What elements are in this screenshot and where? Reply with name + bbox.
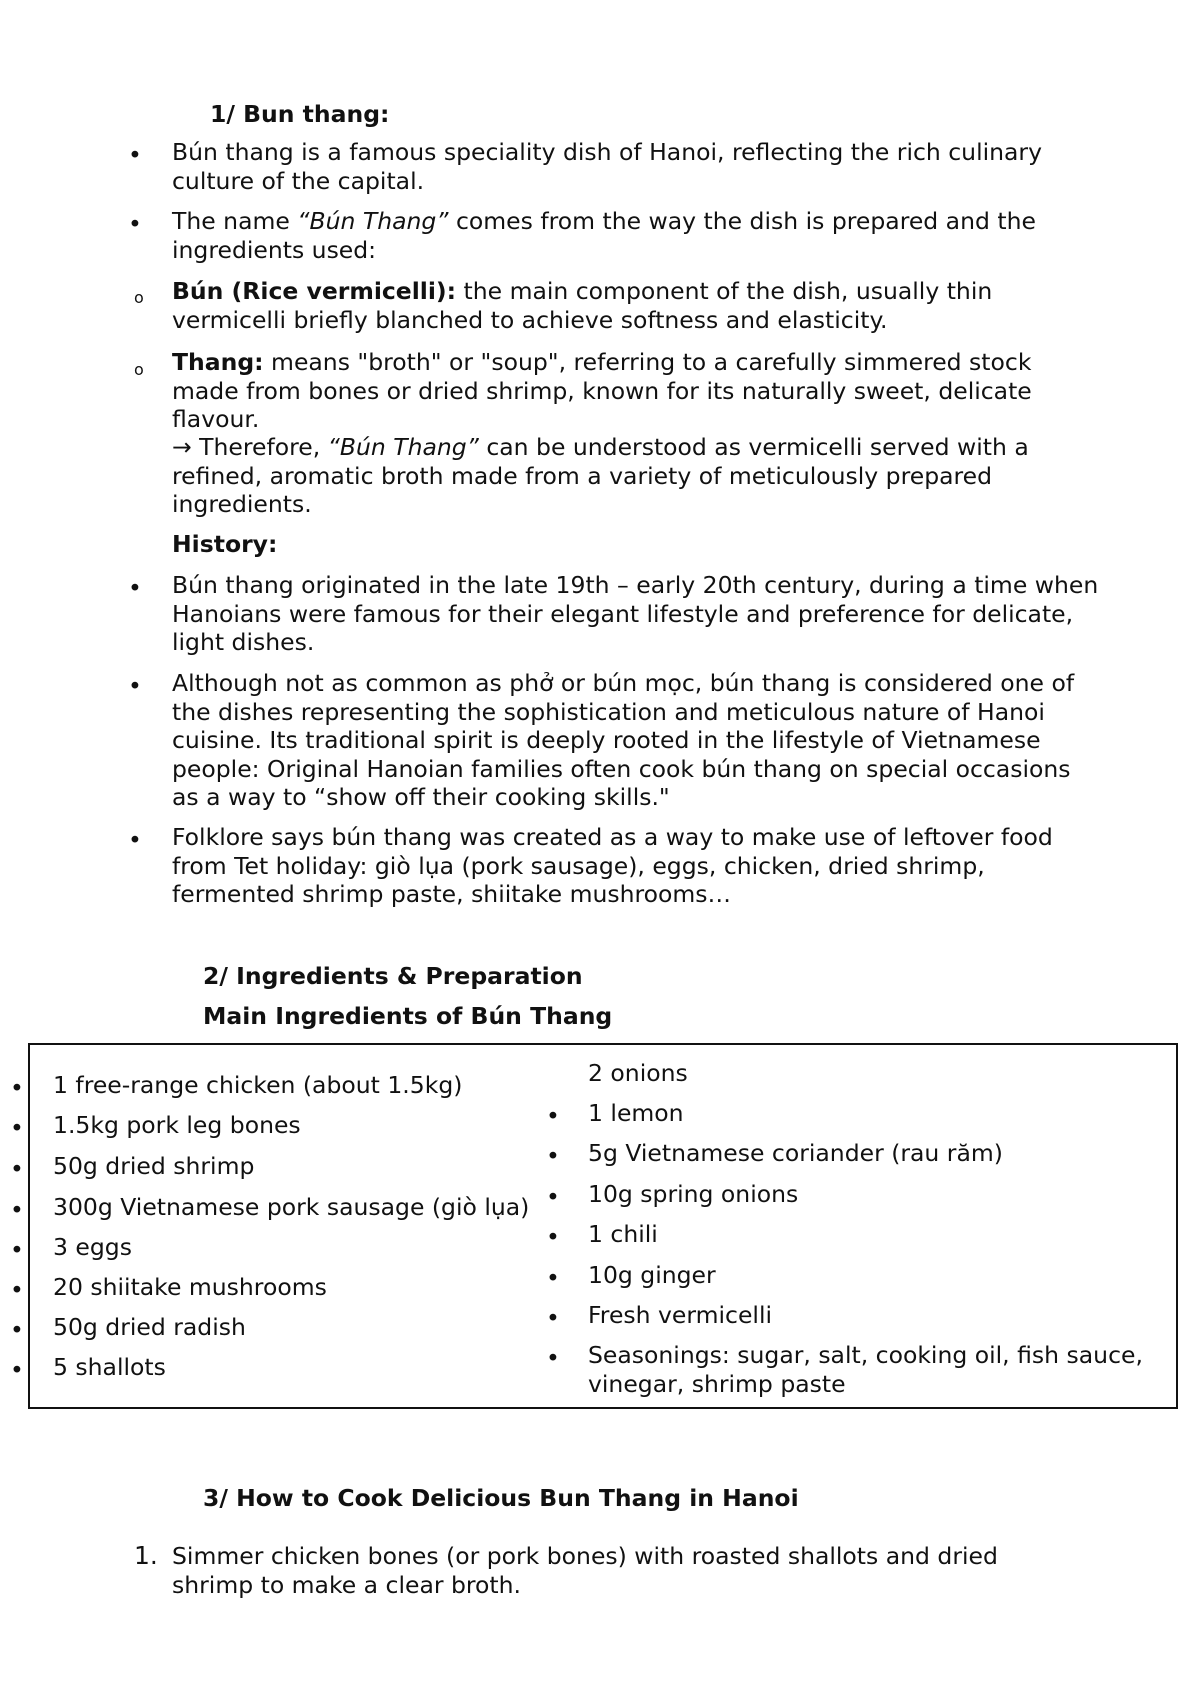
dish-name: “Bún Thang”	[297, 207, 449, 235]
therefore-post: can be understood as vermicelli served with a refined, aromatic broth made from a variety of meticulously prepared ingredients.	[172, 433, 1029, 518]
bullet: •	[128, 141, 142, 169]
term-text: means "broth" or "soup", referring to a carefully simmered stock made from bones or dried shrimp, known for its naturally sweet, delicate flavour.	[172, 348, 1032, 433]
step-number: 1.	[134, 1541, 158, 1570]
bullet: •	[10, 1074, 24, 1102]
list-item: Bún thang originated in the late 19th – early 20th century, during a time when Hanoians were famous for their elegant lifestyle and preference for delicate, light dishes.	[172, 571, 1099, 656]
bullet: •	[546, 1183, 560, 1211]
bullet: •	[546, 1102, 560, 1130]
bullet: •	[128, 826, 142, 854]
bullet: •	[10, 1316, 24, 1344]
ingredient-item: Seasonings: sugar, salt, cooking oil, fish sauce, vinegar, shrimp paste	[588, 1341, 1143, 1398]
ingredient-item: 50g dried radish	[53, 1313, 246, 1341]
bullet: •	[10, 1114, 24, 1142]
ingredient-item: 10g ginger	[588, 1261, 716, 1289]
therefore-text	[172, 433, 1102, 519]
bullet: •	[546, 1304, 560, 1332]
bullet: •	[10, 1356, 24, 1384]
bullet: •	[128, 210, 142, 238]
list-item	[172, 207, 1102, 264]
term: Thang:	[172, 348, 264, 376]
ingredient-item: 1 chili	[588, 1220, 658, 1248]
bullet: •	[10, 1236, 24, 1264]
name-pre: The name	[172, 207, 298, 235]
list-item: Folklore says bún thang was created as a way to make use of leftover food from Tet holiday: giò lụa (pork sausage), eggs, chicken, dried shrimp, fermented shrimp paste, shiitake mushrooms…	[172, 823, 1053, 908]
bullet: •	[10, 1276, 24, 1304]
name-post: comes from the way the dish is prepared and the ingredients used:	[172, 207, 1036, 264]
bullet: •	[546, 1142, 560, 1170]
bullet: •	[128, 672, 142, 700]
bullet: •	[546, 1264, 560, 1292]
ingredient-item: 300g Vietnamese pork sausage (giò lụa)	[53, 1193, 530, 1221]
list-item: Although not as common as phở or bún mọc, bún thang is considered one of the dishes representing the sophistication and meticulous nature of Hanoi cuisine. Its traditional spirit is deeply rooted in the lifestyle of Vietnamese people: Original Hanoian families often cook bún thang on special occasions as a way to “show off their cooking skills."	[172, 669, 1075, 811]
sub-bullet: o	[134, 360, 144, 379]
ingredients-subheading: Main Ingredients of Bún Thang	[203, 1002, 613, 1030]
bullet: •	[128, 574, 142, 602]
sub-bullet: o	[134, 288, 144, 307]
ingredient-item: Fresh vermicelli	[588, 1301, 773, 1329]
bullet: •	[10, 1196, 24, 1224]
ingredient-item: 3 eggs	[53, 1233, 132, 1261]
section-1-heading: 1/ Bun thang:	[210, 100, 390, 128]
list-item: Bún thang is a famous speciality dish of Hanoi, reflecting the rich culinary culture of the capital.	[172, 138, 1042, 195]
ingredient-item: 1.5kg pork leg bones	[53, 1111, 301, 1139]
ingredient-item: 5g Vietnamese coriander (rau răm)	[588, 1139, 1003, 1167]
sub-list-item	[172, 277, 1102, 334]
therefore-pre: → Therefore,	[172, 433, 328, 461]
bullet: •	[546, 1223, 560, 1251]
ingredient-item: 50g dried shrimp	[53, 1152, 255, 1180]
ingredient-item: 2 onions	[588, 1059, 688, 1087]
section-2-heading: 2/ Ingredients & Preparation	[203, 962, 583, 990]
ingredient-item: 5 shallots	[53, 1353, 166, 1381]
dish-name: “Bún Thang”	[327, 433, 479, 461]
section-3-heading: 3/ How to Cook Delicious Bun Thang in Hanoi	[203, 1484, 799, 1512]
sub-list-item	[172, 348, 1102, 434]
ingredient-item: 20 shiitake mushrooms	[53, 1273, 327, 1301]
bullet: •	[546, 1344, 560, 1372]
ingredient-item: 1 lemon	[588, 1099, 684, 1127]
ingredient-item: 1 free-range chicken (about 1.5kg)	[53, 1071, 463, 1099]
step-text: Simmer chicken bones (or pork bones) with roasted shallots and dried shrimp to make a clear broth.	[172, 1542, 998, 1599]
term: Bún (Rice vermicelli):	[172, 277, 457, 305]
history-heading: History:	[172, 530, 278, 558]
term-text: the main component of the dish, usually thin vermicelli briefly blanched to achieve softness and elasticity.	[172, 277, 993, 334]
ingredient-item: 10g spring onions	[588, 1180, 799, 1208]
bullet: •	[10, 1155, 24, 1183]
